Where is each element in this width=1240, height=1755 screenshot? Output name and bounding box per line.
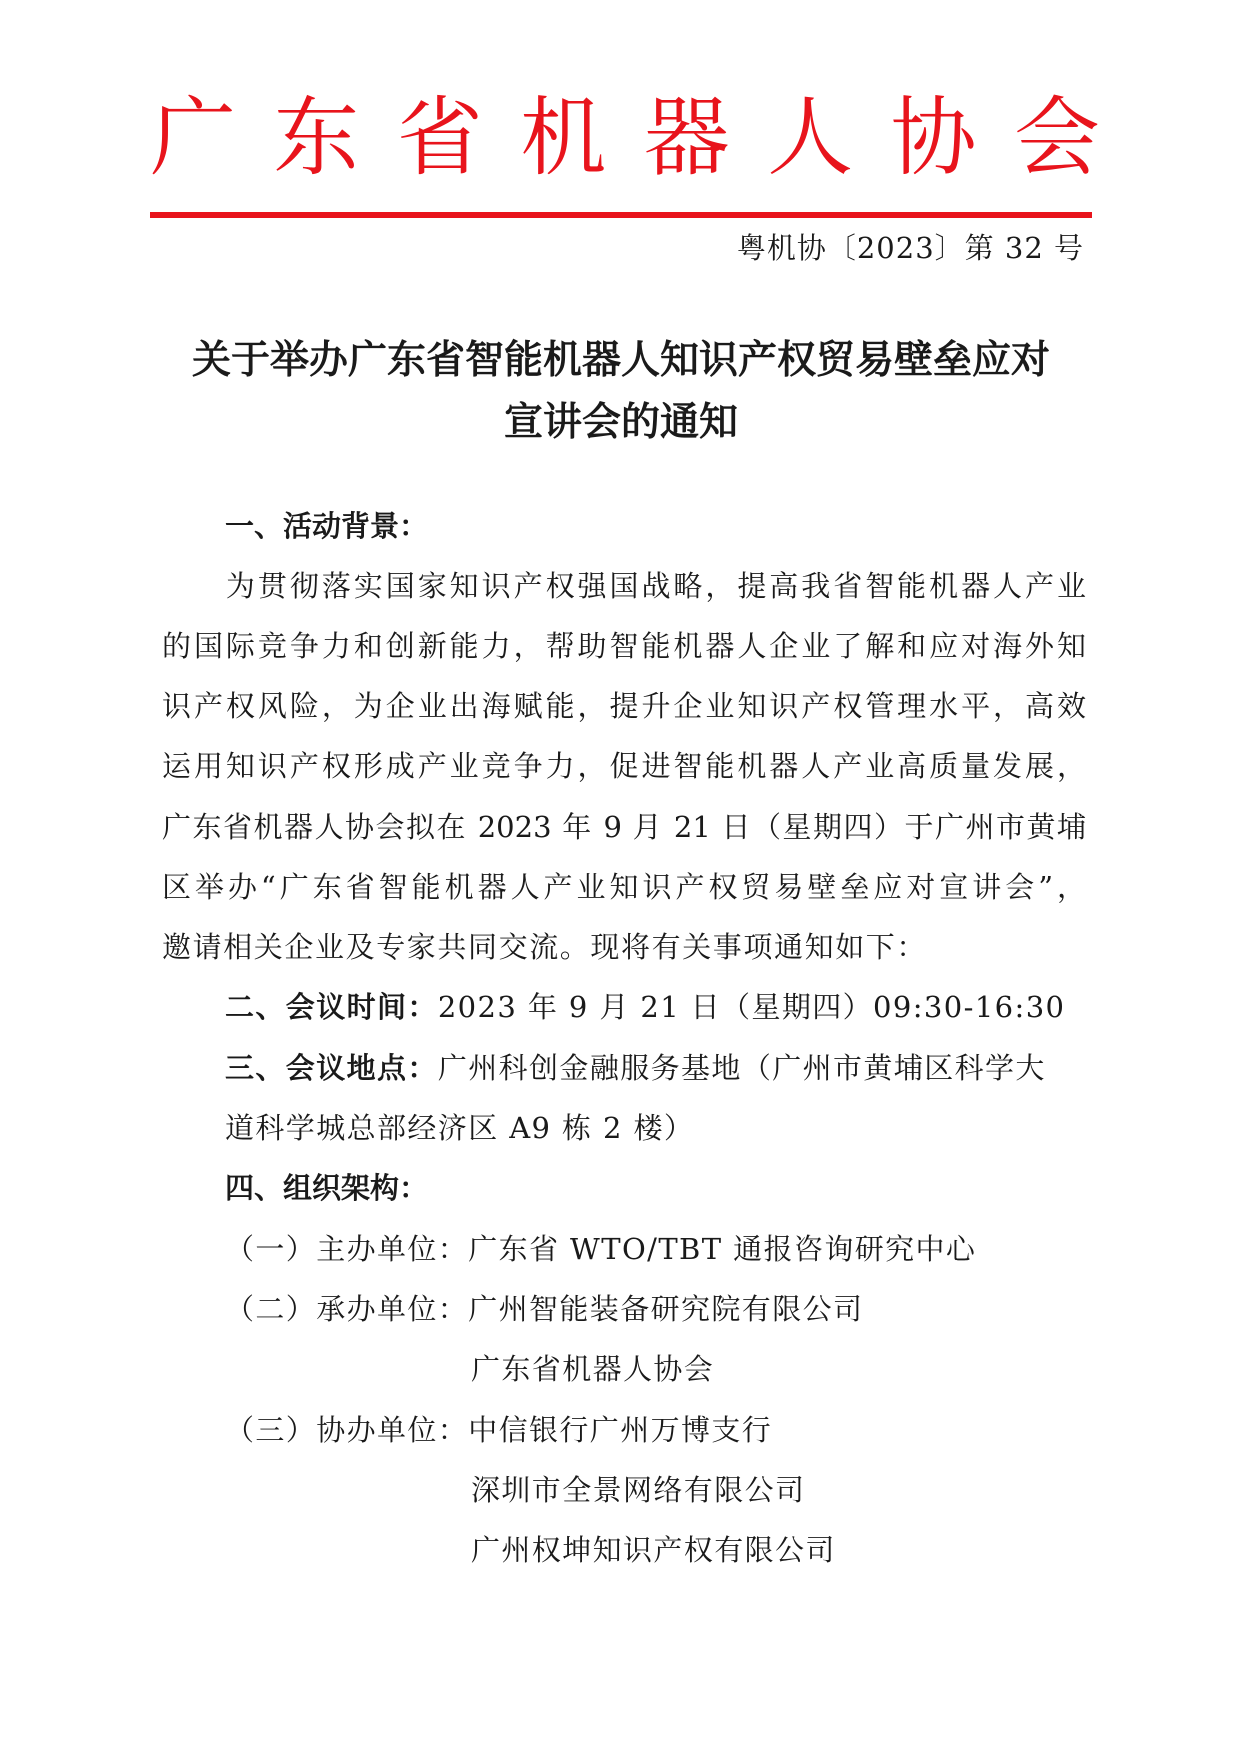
- paragraph-line: 为贯彻落实国家知识产权强国战略，提高我省智能机器人产业: [162, 569, 1086, 603]
- organizer-value: 广州智能装备研究院有限公司: [468, 1292, 864, 1326]
- letterhead-org-name: [150, 88, 1100, 188]
- paragraph-line: 邀请相关企业及专家共同交流。现将有关事项通知如下：: [162, 930, 928, 964]
- document-title: [150, 330, 1092, 454]
- paragraph-line: 广东省机器人协会拟在 2023 年 9 月 21 日（星期四）于广州市黄埔: [162, 810, 1086, 844]
- section-heading-background: 一、活动背景：: [225, 509, 429, 543]
- co-organizer-value: 中信银行广州万博支行: [468, 1413, 773, 1447]
- paragraph-line: 识产权风险，为企业出海赋能，提升企业知识产权管理水平，高效: [162, 689, 1086, 723]
- letterhead-char: 广: [150, 88, 236, 188]
- section-heading-location: 三、会议地点：: [225, 1051, 438, 1085]
- paragraph-line: 区举办“广东省智能机器人产业知识产权贸易壁垒应对宣讲会”，: [162, 870, 1086, 904]
- letterhead-char: 机: [520, 88, 607, 188]
- title-line-1: 关于举办广东省智能机器人知识产权贸易壁垒应对: [191, 338, 1050, 383]
- meeting-location-continued: 道科学城总部经济区 A9 栋 2 楼）: [225, 1111, 695, 1145]
- host-label: （一）主办单位：: [225, 1232, 469, 1266]
- co-organizer-value: 广州权坤知识产权有限公司: [471, 1533, 836, 1567]
- organizer-value: 广东省机器人协会: [471, 1352, 715, 1386]
- organizer-row: [225, 1279, 863, 1340]
- section-heading-organization: 四、组织架构：: [225, 1171, 429, 1205]
- co-organizer-value: 深圳市全景网络有限公司: [471, 1473, 806, 1507]
- host-value: 广东省 WTO/TBT 通报咨询研究中心: [468, 1232, 977, 1266]
- co-organizer-row: [225, 1400, 772, 1461]
- meeting-location-row: [225, 1038, 1046, 1099]
- meeting-time-row: [225, 977, 1065, 1038]
- paragraph-line: 运用知识产权形成产业竞争力，促进智能机器人产业高质量发展，: [162, 749, 1086, 783]
- letterhead-char: 协: [890, 88, 977, 188]
- letterhead-char: 器: [643, 88, 730, 188]
- letterhead-divider: [150, 212, 1092, 218]
- letterhead-char: 省: [396, 88, 483, 188]
- section-heading-time: 二、会议时间：: [225, 990, 438, 1024]
- host-row: [225, 1219, 976, 1280]
- co-organizer-label: （三）协办单位：: [225, 1413, 469, 1447]
- meeting-location-value: 广州科创金融服务基地（广州市黄埔区科学大: [437, 1051, 1046, 1085]
- paragraph-line: 的国际竞争力和创新能力，帮助智能机器人企业了解和应对海外知: [162, 629, 1086, 663]
- letterhead-char: 东: [273, 88, 360, 188]
- letterhead-char: 人: [767, 88, 854, 188]
- document-number: 粤机协〔2023〕第 32 号: [736, 231, 1084, 265]
- organizer-label: （二）承办单位：: [225, 1292, 469, 1326]
- title-line-2: 宣讲会的通知: [503, 400, 738, 445]
- letterhead-char: 会: [1013, 88, 1100, 188]
- meeting-time-value: 2023 年 9 月 21 日（星期四）09:30-16:30: [437, 990, 1066, 1024]
